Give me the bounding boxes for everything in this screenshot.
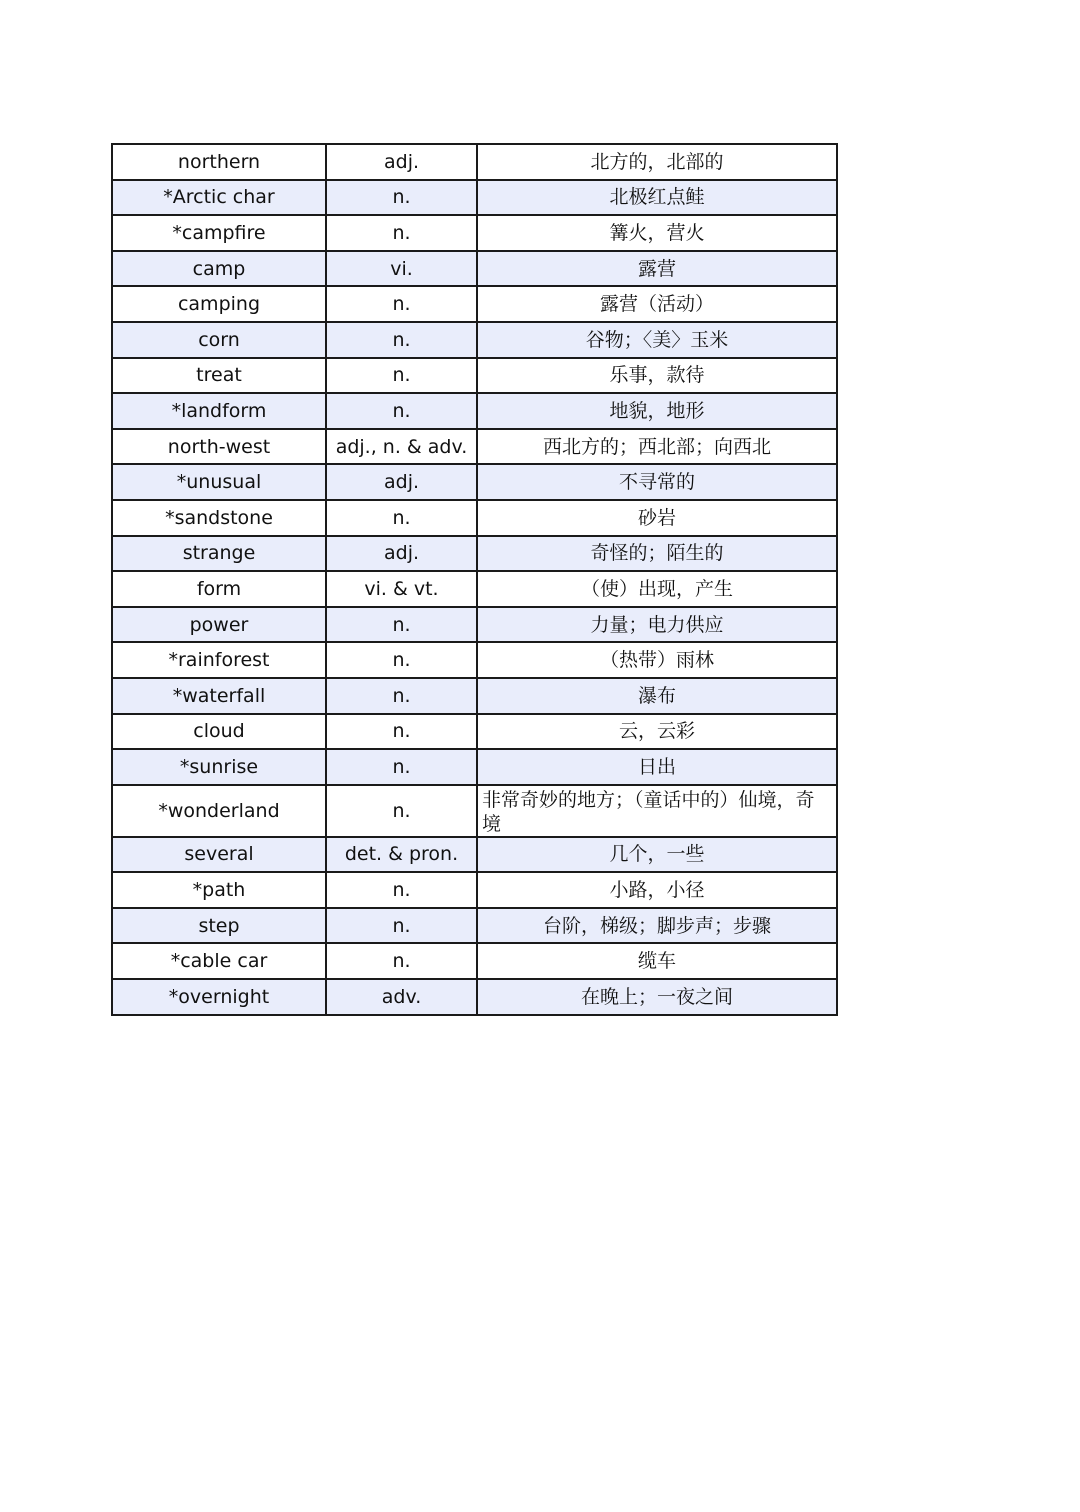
part-of-speech-cell: n. [326, 358, 477, 394]
part-of-speech-cell: n. [326, 714, 477, 750]
table-row [112, 500, 837, 536]
part-of-speech-cell: adj. [326, 464, 477, 500]
word-cell: *sandstone [112, 500, 326, 536]
part-of-speech-cell: n. [326, 943, 477, 979]
meaning-cell: 露营（活动） [477, 286, 837, 322]
meaning-cell: 乐事，款待 [477, 358, 837, 394]
vocabulary-table [111, 143, 838, 1016]
word-cell: *wonderland [112, 785, 326, 837]
word-cell: *cable car [112, 943, 326, 979]
part-of-speech-cell: n. [326, 785, 477, 837]
meaning-cell: 在晚上；一夜之间 [477, 979, 837, 1015]
meaning-cell: 台阶，梯级；脚步声；步骤 [477, 908, 837, 944]
word-cell: *Arctic char [112, 180, 326, 216]
table-row [112, 571, 837, 607]
table-row [112, 908, 837, 944]
word-cell: *sunrise [112, 749, 326, 785]
word-cell: *unusual [112, 464, 326, 500]
part-of-speech-cell: n. [326, 393, 477, 429]
meaning-cell: 奇怪的；陌生的 [477, 536, 837, 572]
table-row [112, 785, 837, 837]
word-cell: step [112, 908, 326, 944]
table-row [112, 714, 837, 750]
meaning-cell: 北方的，北部的 [477, 144, 837, 180]
table-row [112, 251, 837, 287]
meaning-cell: 篝火，营火 [477, 215, 837, 251]
word-cell: strange [112, 536, 326, 572]
part-of-speech-cell: n. [326, 678, 477, 714]
table-row [112, 393, 837, 429]
part-of-speech-cell: n. [326, 908, 477, 944]
part-of-speech-cell: vi. & vt. [326, 571, 477, 607]
meaning-cell: 非常奇妙的地方；（童话中的）仙境，奇境 [477, 785, 837, 837]
word-cell: form [112, 571, 326, 607]
table-row [112, 607, 837, 643]
table-row [112, 144, 837, 180]
table-row [112, 286, 837, 322]
meaning-cell: 不寻常的 [477, 464, 837, 500]
part-of-speech-cell: n. [326, 215, 477, 251]
word-cell: northern [112, 144, 326, 180]
table-row [112, 358, 837, 394]
table-row [112, 536, 837, 572]
meaning-cell: 北极红点鲑 [477, 180, 837, 216]
part-of-speech-cell: n. [326, 607, 477, 643]
part-of-speech-cell: vi. [326, 251, 477, 287]
word-cell: several [112, 837, 326, 873]
word-cell: *waterfall [112, 678, 326, 714]
part-of-speech-cell: n. [326, 642, 477, 678]
meaning-cell: 小路，小径 [477, 872, 837, 908]
meaning-cell: 瀑布 [477, 678, 837, 714]
meaning-cell: 地貌，地形 [477, 393, 837, 429]
meaning-cell: 西北方的；西北部；向西北 [477, 429, 837, 465]
table-row [112, 943, 837, 979]
table-row [112, 979, 837, 1015]
word-cell: corn [112, 322, 326, 358]
part-of-speech-cell: adj. [326, 536, 477, 572]
word-cell: *landform [112, 393, 326, 429]
word-cell: camp [112, 251, 326, 287]
table-row [112, 678, 837, 714]
meaning-cell: （热带）雨林 [477, 642, 837, 678]
meaning-cell: 谷物；〈美〉玉米 [477, 322, 837, 358]
table-row [112, 837, 837, 873]
meaning-cell: 露营 [477, 251, 837, 287]
part-of-speech-cell: n. [326, 180, 477, 216]
meaning-cell: 几个，一些 [477, 837, 837, 873]
meaning-cell: 云，云彩 [477, 714, 837, 750]
table-row [112, 872, 837, 908]
word-cell: north-west [112, 429, 326, 465]
word-cell: camping [112, 286, 326, 322]
part-of-speech-cell: n. [326, 286, 477, 322]
word-cell: treat [112, 358, 326, 394]
meaning-cell: 砂岩 [477, 500, 837, 536]
table-row [112, 429, 837, 465]
part-of-speech-cell: adv. [326, 979, 477, 1015]
table-row [112, 642, 837, 678]
meaning-cell: （使）出现，产生 [477, 571, 837, 607]
word-cell: *overnight [112, 979, 326, 1015]
meaning-cell: 力量；电力供应 [477, 607, 837, 643]
part-of-speech-cell: adj. [326, 144, 477, 180]
word-cell: cloud [112, 714, 326, 750]
word-cell: *rainforest [112, 642, 326, 678]
table-row [112, 464, 837, 500]
table-row [112, 322, 837, 358]
part-of-speech-cell: n. [326, 322, 477, 358]
part-of-speech-cell: adj., n. & adv. [326, 429, 477, 465]
table-row [112, 180, 837, 216]
meaning-cell: 日出 [477, 749, 837, 785]
vocabulary-table-body [112, 144, 837, 1015]
part-of-speech-cell: n. [326, 872, 477, 908]
word-cell: power [112, 607, 326, 643]
part-of-speech-cell: det. & pron. [326, 837, 477, 873]
part-of-speech-cell: n. [326, 749, 477, 785]
word-cell: *path [112, 872, 326, 908]
table-row [112, 215, 837, 251]
table-row [112, 749, 837, 785]
part-of-speech-cell: n. [326, 500, 477, 536]
meaning-cell: 缆车 [477, 943, 837, 979]
word-cell: *campfire [112, 215, 326, 251]
